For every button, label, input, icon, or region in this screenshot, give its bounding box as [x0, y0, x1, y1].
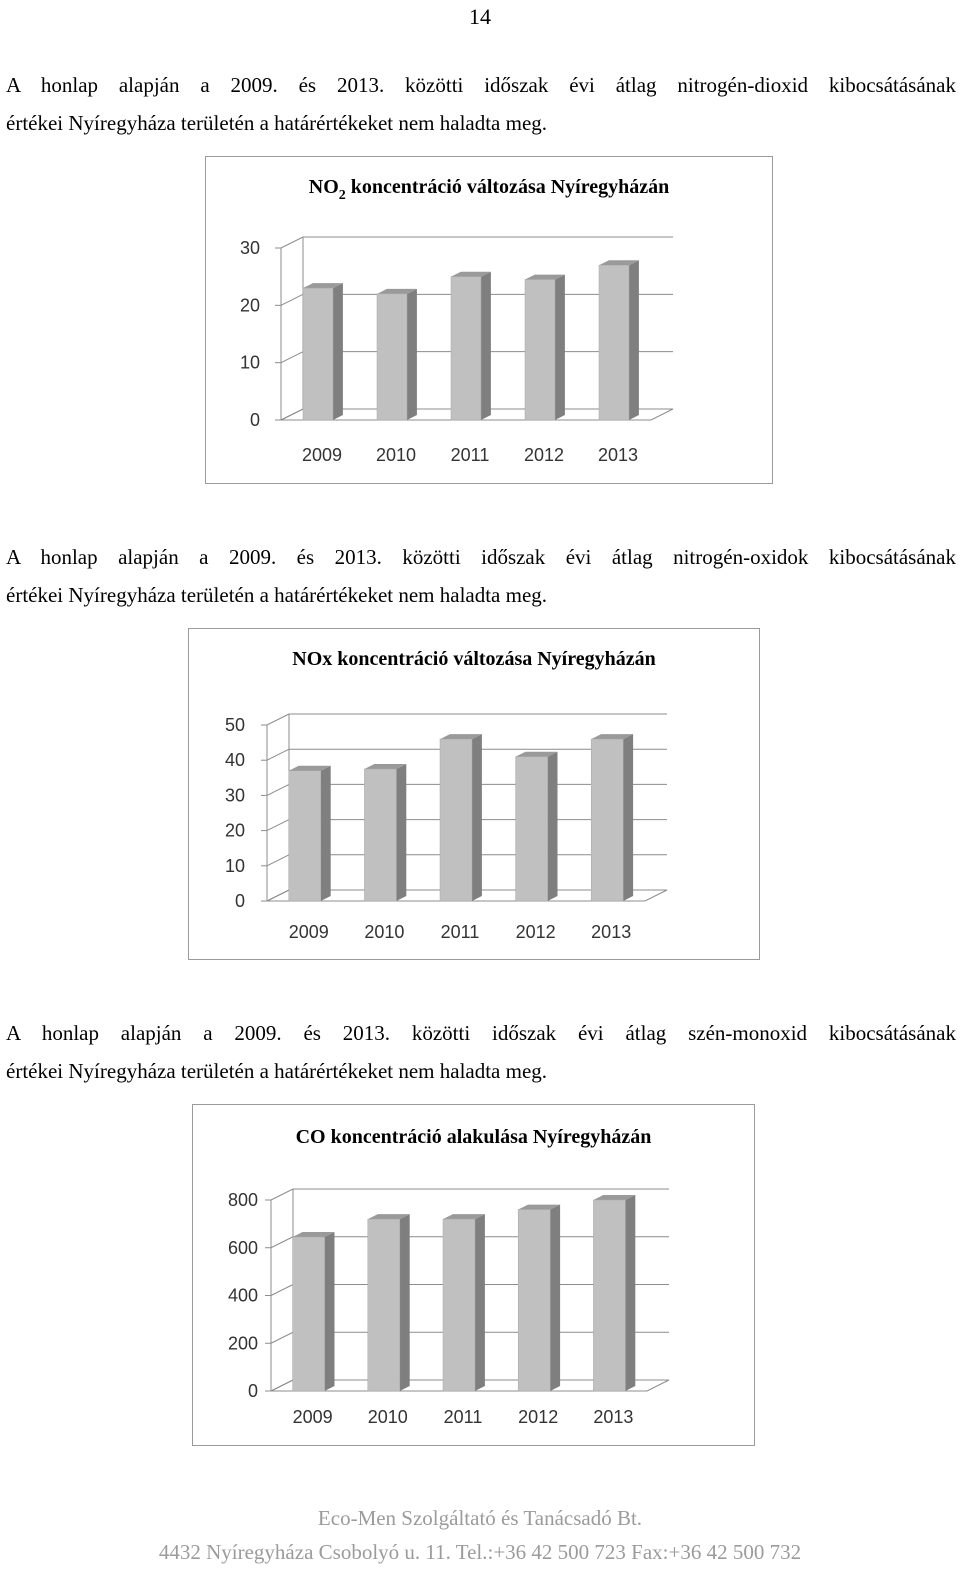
x-tick-label: 2009: [288, 922, 329, 942]
x-tick-label: 2010: [367, 1407, 408, 1427]
bar: [368, 1219, 400, 1391]
bar: [516, 757, 548, 901]
gridline-side: [267, 749, 289, 760]
y-tick-label: 0: [249, 410, 260, 430]
bar: [440, 739, 472, 901]
bar: [451, 277, 481, 420]
y-tick-label: 10: [224, 855, 245, 876]
y-tick-label: 800: [227, 1190, 258, 1210]
bar: [364, 769, 396, 901]
gridline-side: [267, 784, 289, 795]
y-tick-label: 10: [239, 352, 260, 373]
footer-company: Eco-Men Szolgáltató és Tanácsadó Bt.: [317, 1506, 643, 1530]
bar-side: [555, 275, 565, 420]
y-tick-label: 400: [227, 1285, 258, 1306]
gridline-side: [271, 1237, 293, 1248]
bar: [303, 288, 333, 420]
bar: [377, 294, 407, 420]
y-tick-label: 30: [224, 785, 245, 806]
chart-title: CO koncentráció alakulása Nyíregyházán: [295, 1126, 652, 1148]
gridline-side: [271, 1285, 293, 1296]
chart-co-svg: [193, 1105, 754, 1445]
paragraph-line: A honlap alapján a 2009. és 2013. közötti időszak évi átlag nitrogén-dioxid kibocsátásának: [6, 73, 956, 97]
bar-side: [333, 283, 343, 420]
chart-no2-svg: [206, 157, 772, 483]
x-tick-label: 2012: [515, 922, 556, 942]
x-tick-label: 2009: [292, 1407, 333, 1427]
y-tick-label: 20: [239, 295, 260, 316]
paragraph-line: A honlap alapján a 2009. és 2013. közötti időszak évi átlag nitrogén-oxidok kibocsátásának: [6, 545, 956, 569]
x-tick-label: 2011: [440, 922, 480, 942]
gridline-side: [267, 820, 289, 831]
gridline-side: [271, 1189, 293, 1200]
chart-nox-svg: [189, 629, 759, 959]
paragraph-no2: [6, 66, 956, 142]
bar-side: [407, 289, 417, 420]
gridline-side: [281, 237, 303, 248]
bar-side: [481, 272, 491, 420]
bar: [525, 280, 555, 420]
footer-address: 4432 Nyíregyháza Csobolyó u. 11. Tel.:+36 42 500 723 Fax:+36 42 500 732: [158, 1540, 802, 1564]
bar-side: [623, 734, 633, 901]
bar: [293, 1237, 325, 1391]
paragraph-co: [6, 1014, 956, 1090]
bar-side: [550, 1205, 560, 1391]
bar-side: [396, 764, 406, 901]
bar-side: [325, 1232, 335, 1391]
bar-side: [472, 734, 482, 901]
y-tick-label: 20: [224, 820, 245, 841]
y-tick-label: 30: [239, 238, 260, 258]
gridline-side: [267, 855, 289, 866]
x-tick-label: 2013: [597, 445, 639, 465]
bar-side: [475, 1214, 485, 1391]
chart-title: $NO_2$ koncentráció változása Nyíregyházán: [308, 176, 670, 203]
x-tick-label: 2010: [375, 445, 417, 465]
chart-co: [192, 1104, 755, 1446]
bar: [591, 739, 623, 901]
page-number: 14: [469, 4, 491, 29]
gridline-side: [271, 1332, 293, 1343]
y-tick-label: 50: [224, 715, 245, 735]
gridline-side: [281, 352, 303, 363]
chart-title: NOx koncentráció változása Nyíregyházán: [292, 648, 656, 670]
chart-no2: [205, 156, 773, 484]
bar-side: [625, 1195, 635, 1391]
gridline-side: [281, 294, 303, 305]
bar-side: [548, 752, 558, 901]
x-tick-label: 2011: [443, 1407, 483, 1427]
chart-nox: [188, 628, 760, 960]
bar: [289, 771, 321, 901]
x-tick-label: 2009: [301, 445, 343, 465]
x-tick-label: 2012: [523, 445, 565, 465]
x-tick-label: 2013: [593, 1407, 634, 1427]
bar: [593, 1200, 625, 1391]
paragraph-line: értékei Nyíregyháza területén a határértékeket nem haladta meg.: [6, 111, 548, 135]
bar: [443, 1219, 475, 1391]
y-tick-label: 200: [227, 1333, 258, 1354]
x-tick-label: 2012: [518, 1407, 559, 1427]
x-tick-label: 2013: [591, 922, 632, 942]
bar-side: [400, 1214, 410, 1391]
bar-side: [629, 260, 639, 420]
x-tick-label: 2011: [450, 445, 490, 465]
gridline-side: [267, 714, 289, 725]
y-tick-label: 600: [227, 1237, 258, 1258]
y-tick-label: 0: [234, 891, 245, 911]
paragraph-nox: [6, 538, 956, 614]
bar: [518, 1210, 550, 1391]
x-tick-label: 2010: [364, 922, 405, 942]
bar: [599, 265, 629, 420]
paragraph-line: A honlap alapján a 2009. és 2013. közötti időszak évi átlag szén-monoxid kibocsátásának: [6, 1021, 956, 1045]
bar-side: [321, 766, 331, 901]
paragraph-line: értékei Nyíregyháza területén a határértékeket nem haladta meg.: [6, 583, 548, 607]
paragraph-line: értékei Nyíregyháza területén a határértékeket nem haladta meg.: [6, 1059, 548, 1083]
y-tick-label: 0: [247, 1381, 258, 1401]
y-tick-label: 40: [224, 750, 245, 771]
